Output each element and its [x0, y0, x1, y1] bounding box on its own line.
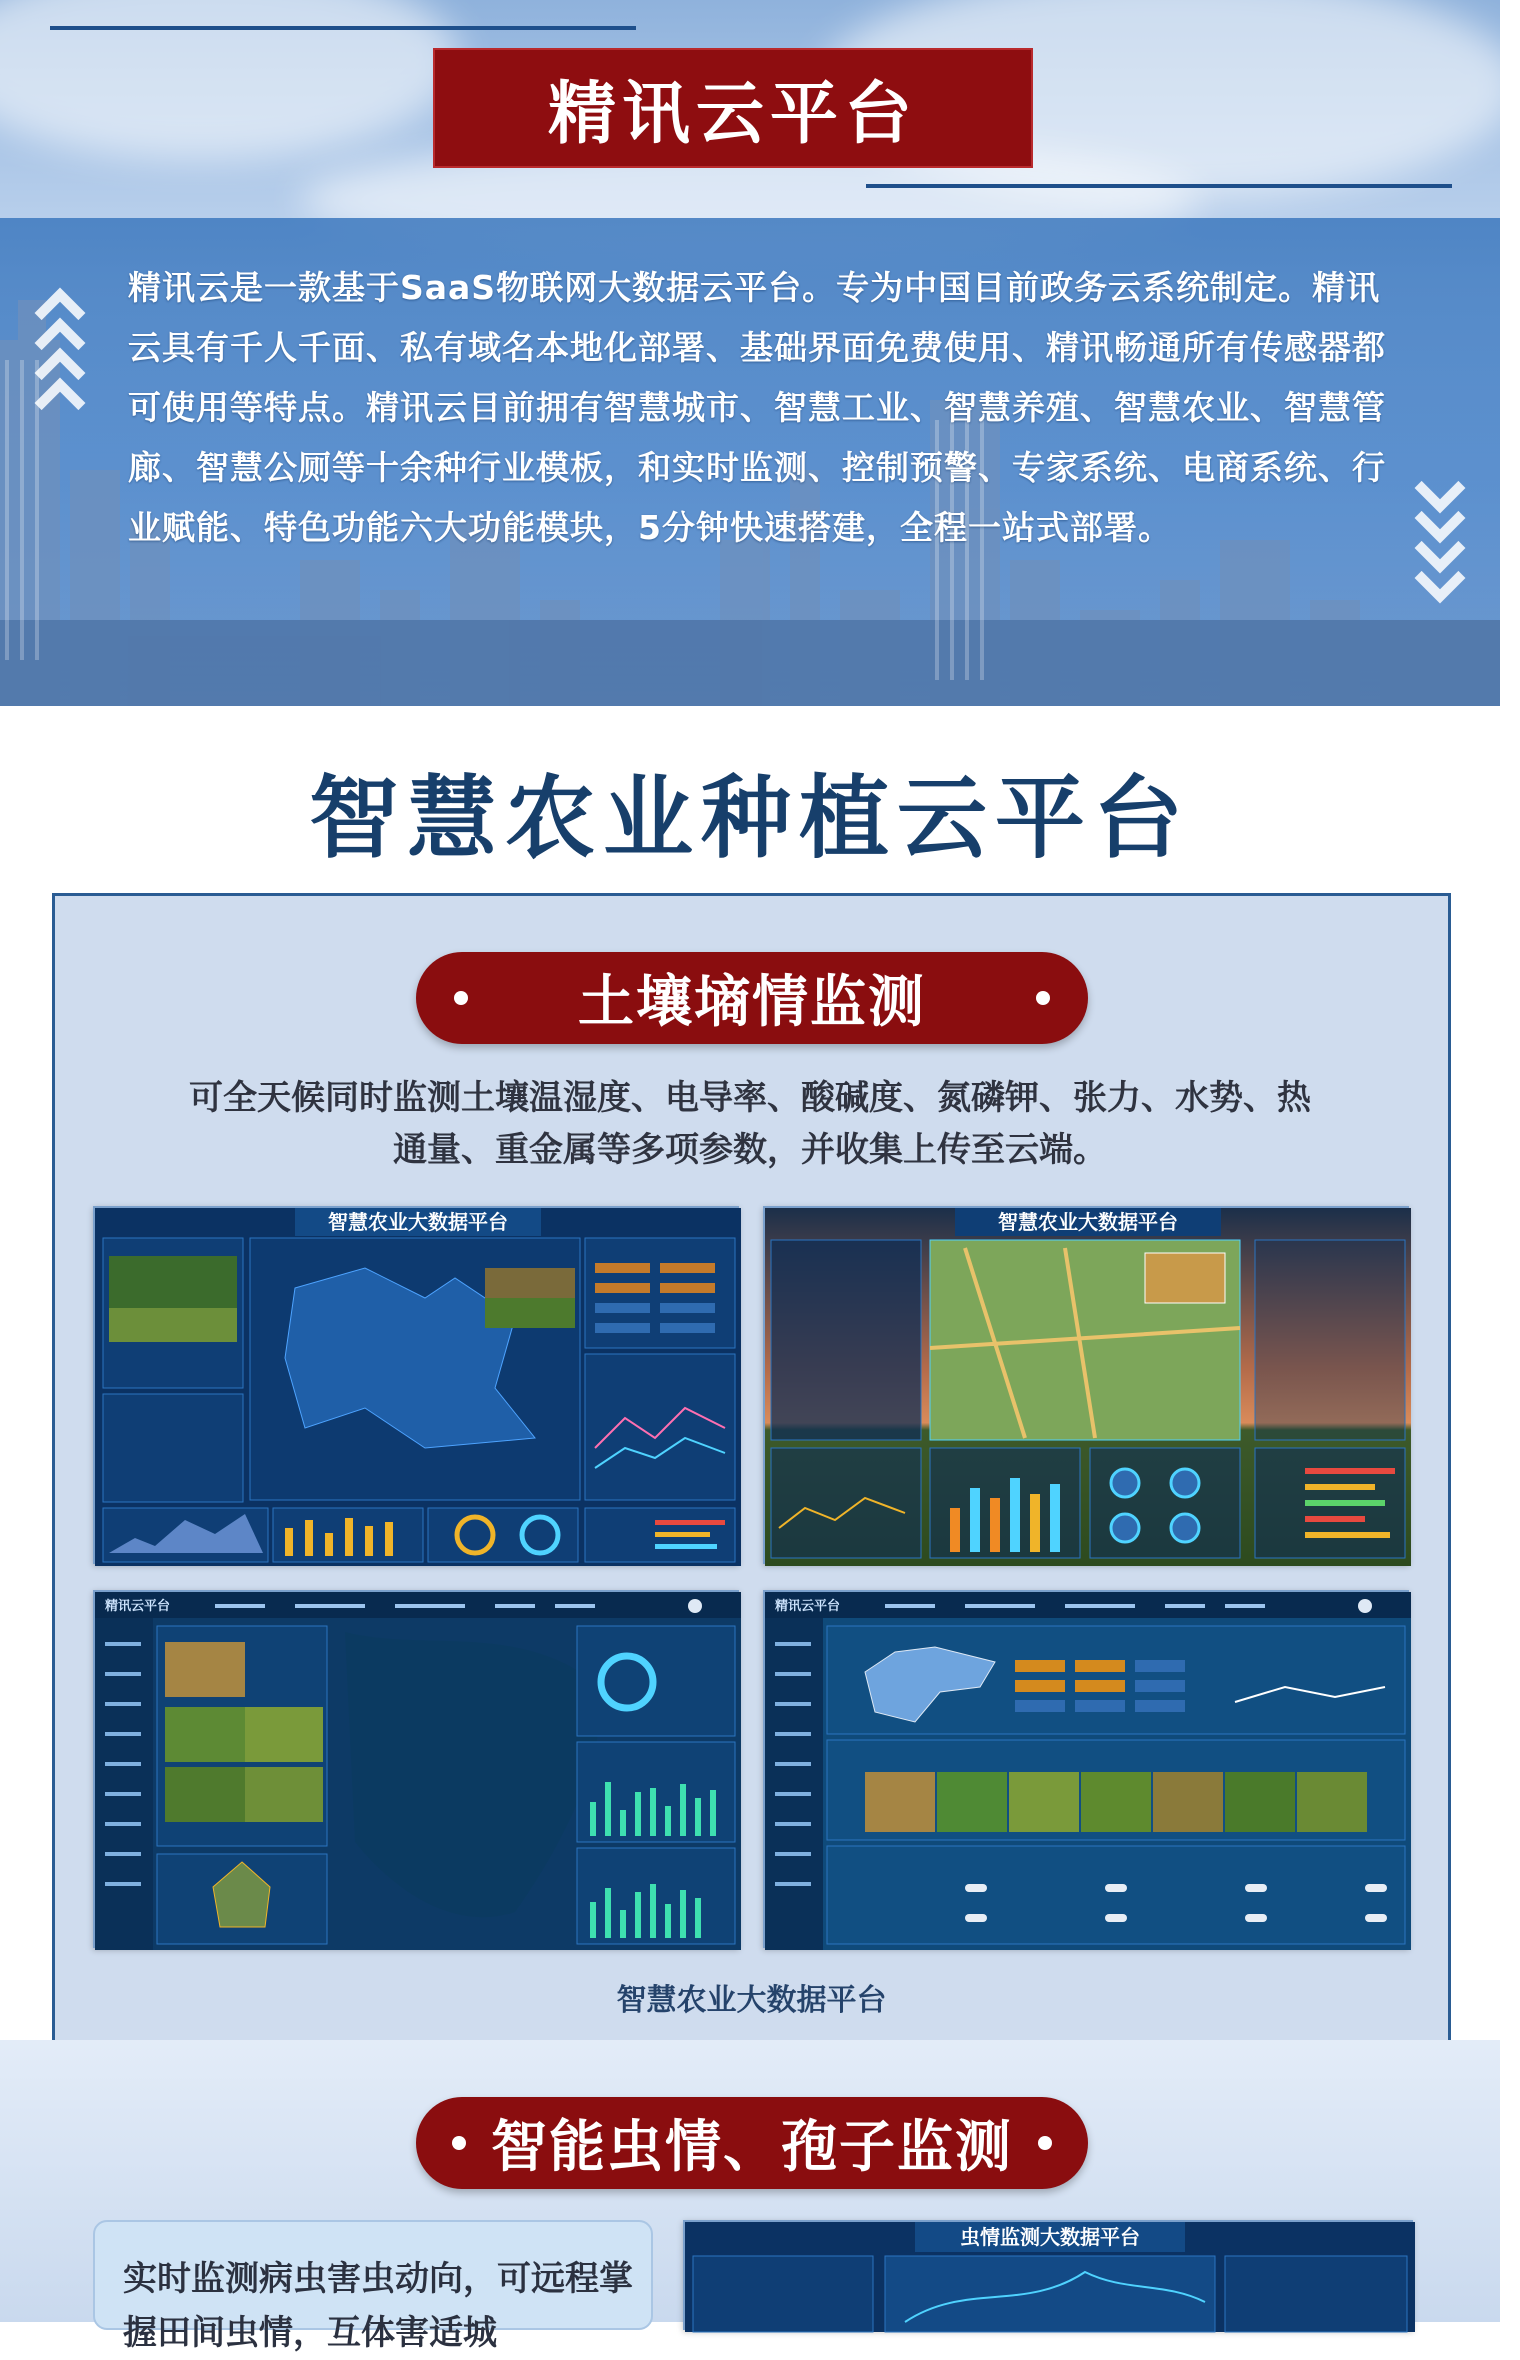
platform-title-box: [433, 48, 1033, 168]
platform-intro-text: 精讯云是一款基于SaaS物联网大数据云平台。专为中国目前政务云系统制定。精讯云具有千人千面、私有域名本地化部署、基础界面免费使用、精讯畅通所有传感器都可使用等特点。精讯云目前拥有智慧城市、智慧工业、智慧养殖、智慧农业、智慧管廊、智慧公厕等十余种行业模板，和实时监测、控制预警、专家系统、电商系统、行业赋能、特色功能六大功能模块，5分钟快速搭建，全程一站式部署。: [128, 268, 1386, 547]
decorative-line-left: [50, 26, 636, 30]
dashboard-screenshot-3: [93, 1590, 739, 1948]
section-title: 智慧农业种植云平台: [309, 766, 1191, 871]
pest-dashboard-title: 虫情监测大数据平台: [960, 2227, 1140, 2249]
dashboard-2-title: 智慧农业大数据平台: [998, 1212, 1178, 1234]
hero-banner: [0, 0, 1500, 706]
chevron-down-icon: [1422, 470, 1462, 590]
dashboard-screenshot-2: [763, 1206, 1409, 1564]
soil-description-line: 可全天候同时监测土壤温湿度、电导率、酸碱度、氮磷钾、张力、水势、热: [189, 1078, 1311, 1118]
pest-description: 实时监测病虫害虫动向，可远程掌握田间虫情，互体害适城: [123, 2259, 633, 2353]
soil-monitoring-pill: [416, 952, 1088, 1044]
pill-dot: [452, 2136, 466, 2150]
dashboard-3-brand: 精讯云平台: [105, 1598, 171, 1613]
dashboard-1-title: 智慧农业大数据平台: [328, 1212, 508, 1234]
dashboard-4-brand: 精讯云平台: [775, 1598, 841, 1613]
pest-dashboard-screenshot: [683, 2220, 1413, 2330]
pest-monitoring-pill: [416, 2097, 1088, 2189]
pest-description-card: [93, 2220, 653, 2353]
platform-title: 精讯云平台: [547, 74, 918, 154]
pill-dot: [1038, 2136, 1052, 2150]
pest-monitoring-label: 智能虫情、孢子监测: [491, 2115, 1013, 2180]
pill-dot: [1036, 991, 1050, 1005]
dashboard-screenshot-1: [93, 1206, 739, 1564]
dashboards-caption: 智慧农业大数据平台: [616, 1983, 887, 2018]
soil-monitoring-label: 土壤墒情监测: [578, 970, 926, 1035]
soil-monitoring-description: [100, 1072, 1400, 1176]
chevron-up-icon: [42, 295, 82, 415]
decorative-line-right: [866, 184, 1452, 188]
dashboard-screenshot-4: [763, 1590, 1409, 1948]
pill-dot: [454, 991, 468, 1005]
soil-description-line: 通量、重金属等多项参数，并收集上传至云端。: [393, 1130, 1107, 1170]
